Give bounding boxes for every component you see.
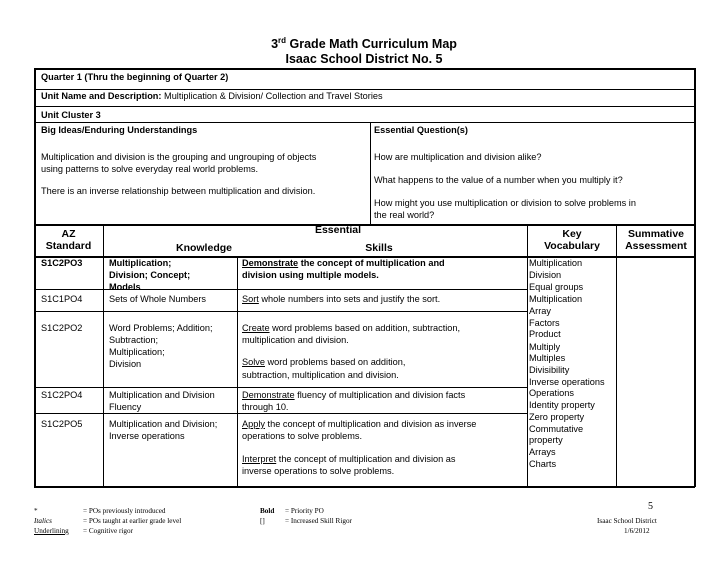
standard-code: S1C2PO3 [41,258,83,268]
row-divider [34,122,695,123]
vocab-item: Arrays [529,447,556,457]
vocab-item: Product [529,329,561,339]
knowledge-line: Division; Concept; [109,270,191,280]
table-border-right [694,68,696,487]
row-divider [34,106,695,107]
knowledge-line: Subtraction; [109,335,159,345]
row-divider [34,387,527,388]
legend-symbol: Italics [34,517,52,525]
vocab-item: Operations [529,388,574,398]
legend-text: = POs previously introduced [83,507,166,515]
legend-symbol: Bold [260,507,275,515]
vocab-item: Multiplication [529,258,583,268]
essential-question: How are multiplication and division alike? [374,152,542,162]
legend-symbol: * [34,507,38,515]
unit-cluster: Unit Cluster 3 [41,110,101,120]
col-header-standard: Standard [45,240,92,252]
vocab-item: Commutative [529,424,584,434]
legend-symbol: [] [260,517,265,525]
vocab-item: property [529,435,563,445]
essential-question: the real world? [374,210,435,220]
vocab-item: Divisibility [529,365,570,375]
essential-question: How might you use multiplication or division to solve problems in [374,198,636,208]
col-header-summative: Summative [627,228,685,240]
quarter-label: Quarter 1 (Thru the beginning of Quarter 2) [41,72,229,82]
knowledge-line: Multiplication and Division [109,390,215,400]
knowledge-line: Sets of Whole Numbers [109,294,207,304]
col-header-knowledge: Knowledge [175,242,232,254]
page-title: 3rd Grade Math Curriculum Map [271,36,457,52]
col-header-az: AZ [61,228,76,240]
table-border-top [34,68,695,70]
knowledge-line: Multiplication; [109,258,172,268]
standard-code: S1C1PO4 [41,294,83,304]
skill-line: division using multiple models. [242,270,379,280]
vocab-item: Identity property [529,400,595,410]
row-divider [34,89,695,90]
skill-line: Demonstrate the concept of multiplication and [242,258,445,268]
page-number: 5 [648,501,653,512]
vocab-item: Charts [529,459,557,469]
skill-line: multiplication and division. [242,335,349,345]
col-divider [103,224,104,486]
curriculum-table [34,68,695,486]
vocab-item: Multiples [529,353,566,363]
legend-symbol: Underlining [34,527,69,535]
vocab-item: Zero property [529,412,585,422]
col-header-assessment: Assessment [625,240,687,252]
knowledge-line: Inverse operations [109,431,185,441]
vocab-item: Multiplication [529,294,583,304]
big-idea-line: There is an inverse relationship between multiplication and division. [41,186,316,196]
knowledge-line: Division [109,359,142,369]
table-border-bottom [34,486,695,488]
standard-code: S1C2PO2 [41,323,83,333]
skill-line: Sort whole numbers into sets and justify the sort. [242,294,441,304]
vocab-item: Multiply [529,342,561,352]
vocab-item: Factors [529,318,560,328]
unit-name: Unit Name and Description: Multiplication & Division/ Collection and Travel Stories [41,91,383,101]
standard-code: S1C2PO4 [41,390,83,400]
footer-district: Isaac School District [597,517,657,525]
vocab-item: Array [529,306,551,316]
skill-line: Interpret the concept of multiplication and division as [242,454,456,464]
row-divider [34,311,527,312]
col-header-vocabulary: Vocabulary [544,240,600,252]
district-title: Isaac School District No. 5 [285,52,443,66]
big-idea-line: Multiplication and division is the grouping and ungrouping of objects [41,152,317,162]
table-border-left [34,68,36,487]
essential-question: What happens to the value of a number when you multiply it? [374,175,623,185]
skill-line: Apply the concept of multiplication and division as inverse [242,419,477,429]
standard-code: S1C2PO5 [41,419,83,429]
big-idea-line: using patterns to solve everyday real world problems. [41,164,259,174]
legend-text: = Cognitive rigor [83,527,133,535]
essential-questions-heading: Essential Question(s) [374,125,468,135]
legend-text: = POs taught at earlier grade level [83,517,182,525]
knowledge-line: Word Problems; Addition; [109,323,213,333]
col-divider [527,224,528,486]
footer-date: 1/6/2012 [624,527,650,535]
vocab-item: Division [529,270,562,280]
knowledge-line: Models [109,282,141,292]
col-divider [616,224,617,486]
vocab-item: Inverse operations [529,377,605,387]
vocab-item: Equal groups [529,282,584,292]
col-header-skills: Skills [365,242,393,254]
skill-line: Create word problems based on addition, subtraction, [242,323,461,333]
skill-line: subtraction, multiplication and division. [242,370,399,380]
col-header-essential: Essential [314,224,362,236]
col-header-key: Key [562,228,582,240]
knowledge-line: Multiplication; [109,347,165,357]
skill-line: operations to solve problems. [242,431,363,441]
row-divider [34,289,527,290]
skill-line: Solve word problems based on addition, [242,357,406,367]
skill-line: through 10. [242,402,289,412]
knowledge-line: Fluency [109,402,142,412]
skill-line: Demonstrate fluency of multiplication and division facts [242,390,466,400]
knowledge-line: Multiplication and Division; [109,419,218,429]
skill-line: inverse operations to solve problems. [242,466,395,476]
col-divider [370,122,371,224]
big-ideas-heading: Big Ideas/Enduring Understandings [41,125,198,135]
legend-text: = Priority PO [285,507,324,515]
legend-text: = Increased Skill Rigor [285,517,352,525]
col-divider [237,256,238,486]
